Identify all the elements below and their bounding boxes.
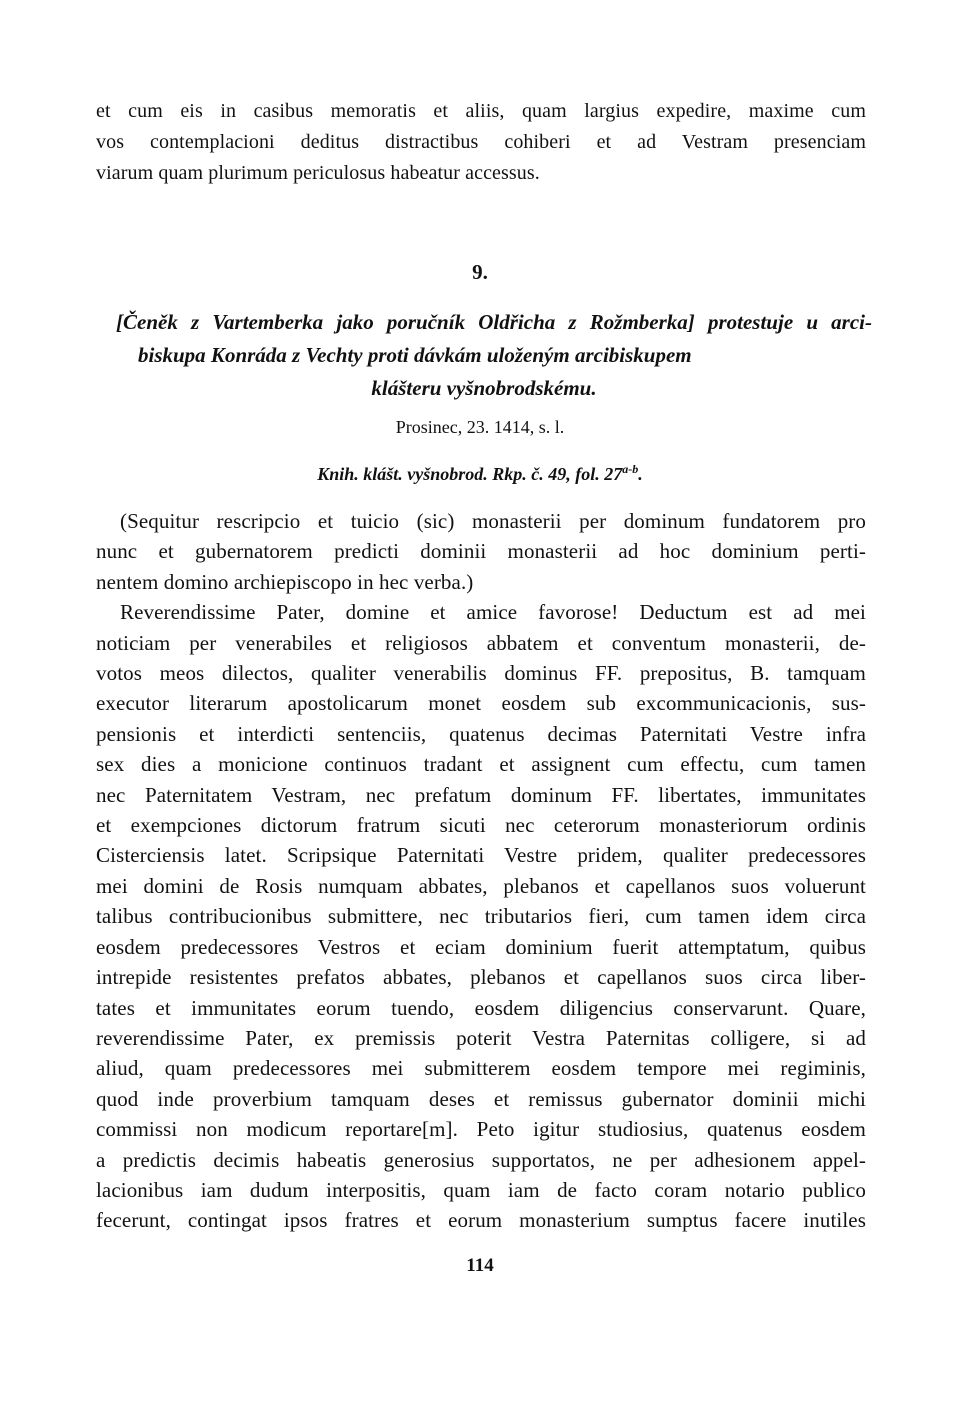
- source-text: Knih. klášt. vyšnobrod. Rkp. č. 49, fol. 27: [317, 464, 623, 484]
- text-line: sex dies a monicione continuos tradant et assignent cum effectu, cum tamen: [96, 752, 866, 777]
- document-heading: [96, 306, 872, 405]
- text-line: viarum quam plurimum periculosus habeatur accessus.: [96, 162, 540, 184]
- text-line: quod inde proverbium tamquam deses et remissus gubernator dominii michi: [96, 1086, 866, 1111]
- text-line: aliud, quam predecessores mei submitterem eosdem tempore mei regiminis,: [96, 1056, 866, 1081]
- text-line: executor literarum apostolicarum monet eosdem sub excommunicacionis, sus-: [96, 691, 866, 716]
- text-line: et cum eis in casibus memoratis et aliis, quam largius expedire, maxime cum: [96, 100, 866, 122]
- text-line: mei domini de Rosis numquam abbates, plebanos et capellanos suos voluerunt: [96, 873, 866, 898]
- heading-line: klášteru vyšnobrodskému.: [371, 376, 597, 400]
- source-end: .: [638, 464, 643, 484]
- text-line: reverendissime Pater, ex premissis poterit Vestra Paternitas colligere, si ad: [96, 1025, 866, 1050]
- text-line: a predictis decimis habeatis generosius supportatos, ne per adhesionem appel-: [96, 1147, 866, 1172]
- text-line: Cisterciensis latet. Scripsique Paternitati Vestre pridem, qualiter predecessores: [96, 843, 866, 868]
- text-line: Reverendissime Pater, domine et amice favorose! Deductum est ad mei: [120, 600, 866, 625]
- text-line: nunc et gubernatorem predicti dominii monasterii ad hoc dominium perti-: [96, 539, 866, 564]
- heading-line: [Čeněk z Vartemberka jako poručník Oldřicha z Rožmberka] protestuje u arci-: [116, 310, 872, 334]
- text-line: votos meos dilectos, qualiter venerabilis dominus FF. prepositus, B. tamquam: [96, 661, 866, 686]
- text-line: commissi non modicum reportare[m]. Peto igitur studiosius, quatenus eosdem: [96, 1117, 866, 1142]
- previous-document-ending: [96, 96, 866, 189]
- text-line: (Sequitur rescripcio et tuicio (sic) monasterii per dominum fundatorem pro: [120, 509, 866, 533]
- text-line: eosdem predecessores Vestros et eciam dominium fuerit attemptatum, quibus: [96, 934, 866, 959]
- text-line: noticiam per venerabiles et religiosos abbatem et conventum monasterii, de-: [96, 630, 866, 655]
- source-reference: [0, 462, 960, 485]
- text-line: nec Paternitatem Vestram, nec prefatum dominum FF. libertates, immunitates: [96, 782, 866, 807]
- document-body: [96, 506, 866, 1236]
- text-line: pensionis et interdicti sentenciis, quatenus decimas Paternitati Vestre infra: [96, 721, 866, 746]
- text-line: lacionibus iam dudum interpositis, quam iam de facto coram notario publico: [96, 1177, 866, 1202]
- text-line: talibus contribucionibus submittere, nec tributarios fieri, cum tamen idem circa: [96, 904, 866, 929]
- text-line: vos contemplacioni deditus distractibus cohiberi et ad Vestram presenciam: [96, 131, 866, 153]
- page-number: 114: [466, 1255, 494, 1276]
- heading-line: biskupa Konráda z Vechty proti dávkám uloženým arcibiskupem: [138, 343, 692, 367]
- text-line: nentem domino archiepiscopo in hec verba.): [96, 569, 474, 594]
- text-line: tates et immunitates eorum tuendo, eosdem diligencius conservarunt. Quare,: [96, 995, 866, 1020]
- source-superscript: a-b: [622, 462, 639, 476]
- text-line: fecerunt, contingat ipsos fratres et eorum monasterium sumptus facere inutiles: [96, 1208, 866, 1233]
- document-number: 9.: [472, 260, 488, 284]
- text-line: et exempciones dictorum fratrum sicuti nec ceterorum monasteriorum ordinis: [96, 813, 866, 838]
- text-line: intrepide resistentes prefatos abbates, plebanos et capellanos suos circa liber-: [96, 965, 866, 990]
- document-date: Prosinec, 23. 1414, s. l.: [395, 417, 565, 437]
